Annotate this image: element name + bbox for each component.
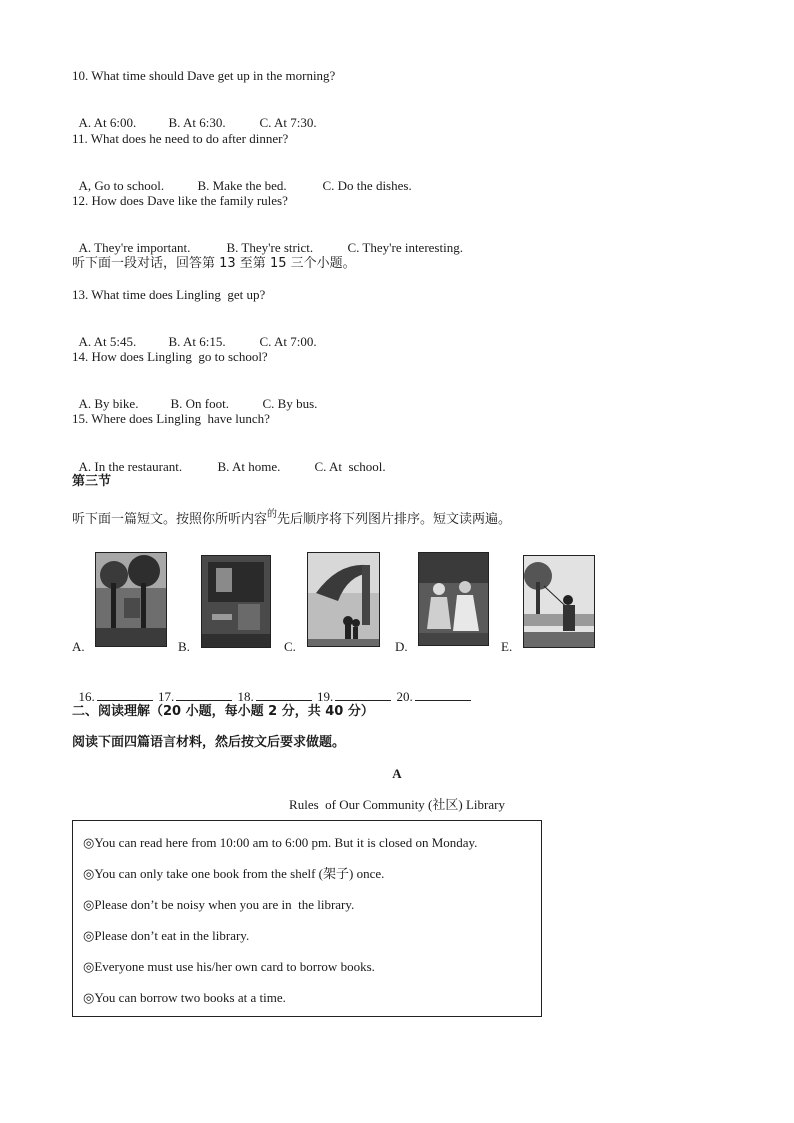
question-12-options — [72, 224, 463, 256]
picture-label-d: D. — [395, 639, 408, 654]
part2-instruction: 阅读下面四篇语言材料，然后按文后要求做题。 — [72, 735, 346, 750]
option-a: A. They're important. — [78, 240, 191, 255]
option-a: A, Go to school. — [78, 178, 165, 193]
option-b: B. At home. — [217, 459, 281, 474]
option-a: A. In the restaurant. — [78, 459, 183, 474]
rule-item: ◎Please don’t be noisy when you are in the library. — [83, 897, 355, 912]
blank-label-17: 17. — [158, 689, 175, 704]
section3-instruction — [72, 509, 512, 529]
forest-scene-picture — [95, 552, 167, 647]
option-c: C. By bus. — [262, 396, 318, 411]
question-13: 13. What time does Lingling get up? — [72, 287, 266, 302]
passage-title: Rules of Our Community (社区) Library — [289, 797, 505, 812]
question-12: 12. How does Dave like the family rules? — [72, 193, 288, 208]
question-14-options — [72, 380, 317, 412]
section3-title: 第三节 — [72, 474, 112, 489]
part2-title: 二、阅读理解（20 小题，每小题 2 分，共 40 分） — [72, 704, 374, 719]
question-14: 14. How does Lingling go to school? — [72, 349, 268, 364]
option-b: B. At 6:30. — [168, 115, 226, 130]
option-b: B. Make the bed. — [197, 178, 287, 193]
room-scene-picture — [201, 555, 271, 648]
option-c: C. They're interesting. — [347, 240, 463, 255]
blank-16[interactable] — [97, 688, 153, 701]
blank-label-16: 16. — [78, 689, 95, 704]
option-c: C. At 7:00. — [259, 334, 317, 349]
picture-label-e: E. — [501, 639, 513, 654]
option-b: B. They're strict. — [226, 240, 314, 255]
option-c: C. Do the dishes. — [322, 178, 412, 193]
question-13-options — [72, 318, 317, 350]
picture-label-b: B. — [178, 639, 190, 654]
rule-item: ◎Please don’t eat in the library. — [83, 928, 250, 943]
instruction-part-a: 听下面一篇短文。按照你所听内容 — [72, 512, 268, 527]
instruction-superscript: 的 — [267, 509, 278, 520]
option-a: A. At 6:00. — [78, 115, 137, 130]
blank-20[interactable] — [415, 688, 471, 701]
blank-label-18: 18. — [237, 689, 254, 704]
option-c: C. At school. — [314, 459, 386, 474]
rule-item: ◎You can read here from 10:00 am to 6:00 pm. But it is closed on Monday. — [83, 835, 478, 850]
instruction-part-b: 先后顺序将下列图片排序。短文读两遍。 — [277, 512, 512, 527]
question-15-options — [72, 443, 386, 475]
option-c: C. At 7:30. — [259, 115, 317, 130]
rule-item: ◎Everyone must use his/her own card to borrow books. — [83, 959, 375, 974]
rule-item: ◎You can only take one book from the shelf (架子) once. — [83, 866, 385, 881]
picture-label-c: C. — [284, 639, 296, 654]
passage-letter: A — [392, 766, 402, 781]
option-a: A. At 5:45. — [78, 334, 137, 349]
blank-19[interactable] — [335, 688, 391, 701]
dancing-people-picture — [418, 552, 489, 646]
question-11-options — [72, 162, 412, 194]
question-15: 15. Where does Lingling have lunch? — [72, 411, 270, 426]
blank-18[interactable] — [256, 688, 312, 701]
option-a: A. By bike. — [78, 396, 139, 411]
rules-box — [72, 820, 542, 1017]
giraffe-scene-picture — [307, 552, 380, 647]
blank-label-20: 20. — [396, 689, 413, 704]
answer-blanks — [72, 672, 473, 705]
instruction-13-15: 听下面一段对话，回答第 13 至第 15 三个小题。 — [72, 256, 356, 271]
question-10-options — [72, 99, 317, 131]
option-b: B. At 6:15. — [168, 334, 226, 349]
question-10: 10. What time should Dave get up in the morning? — [72, 68, 336, 83]
option-b: B. On foot. — [170, 396, 229, 411]
blank-17[interactable] — [176, 688, 232, 701]
picture-label-a: A. — [72, 639, 85, 654]
blank-label-19: 19. — [317, 689, 334, 704]
rule-item: ◎You can borrow two books at a time. — [83, 990, 286, 1005]
question-11: 11. What does he need to do after dinner? — [72, 131, 289, 146]
fishing-man-picture — [523, 555, 595, 648]
